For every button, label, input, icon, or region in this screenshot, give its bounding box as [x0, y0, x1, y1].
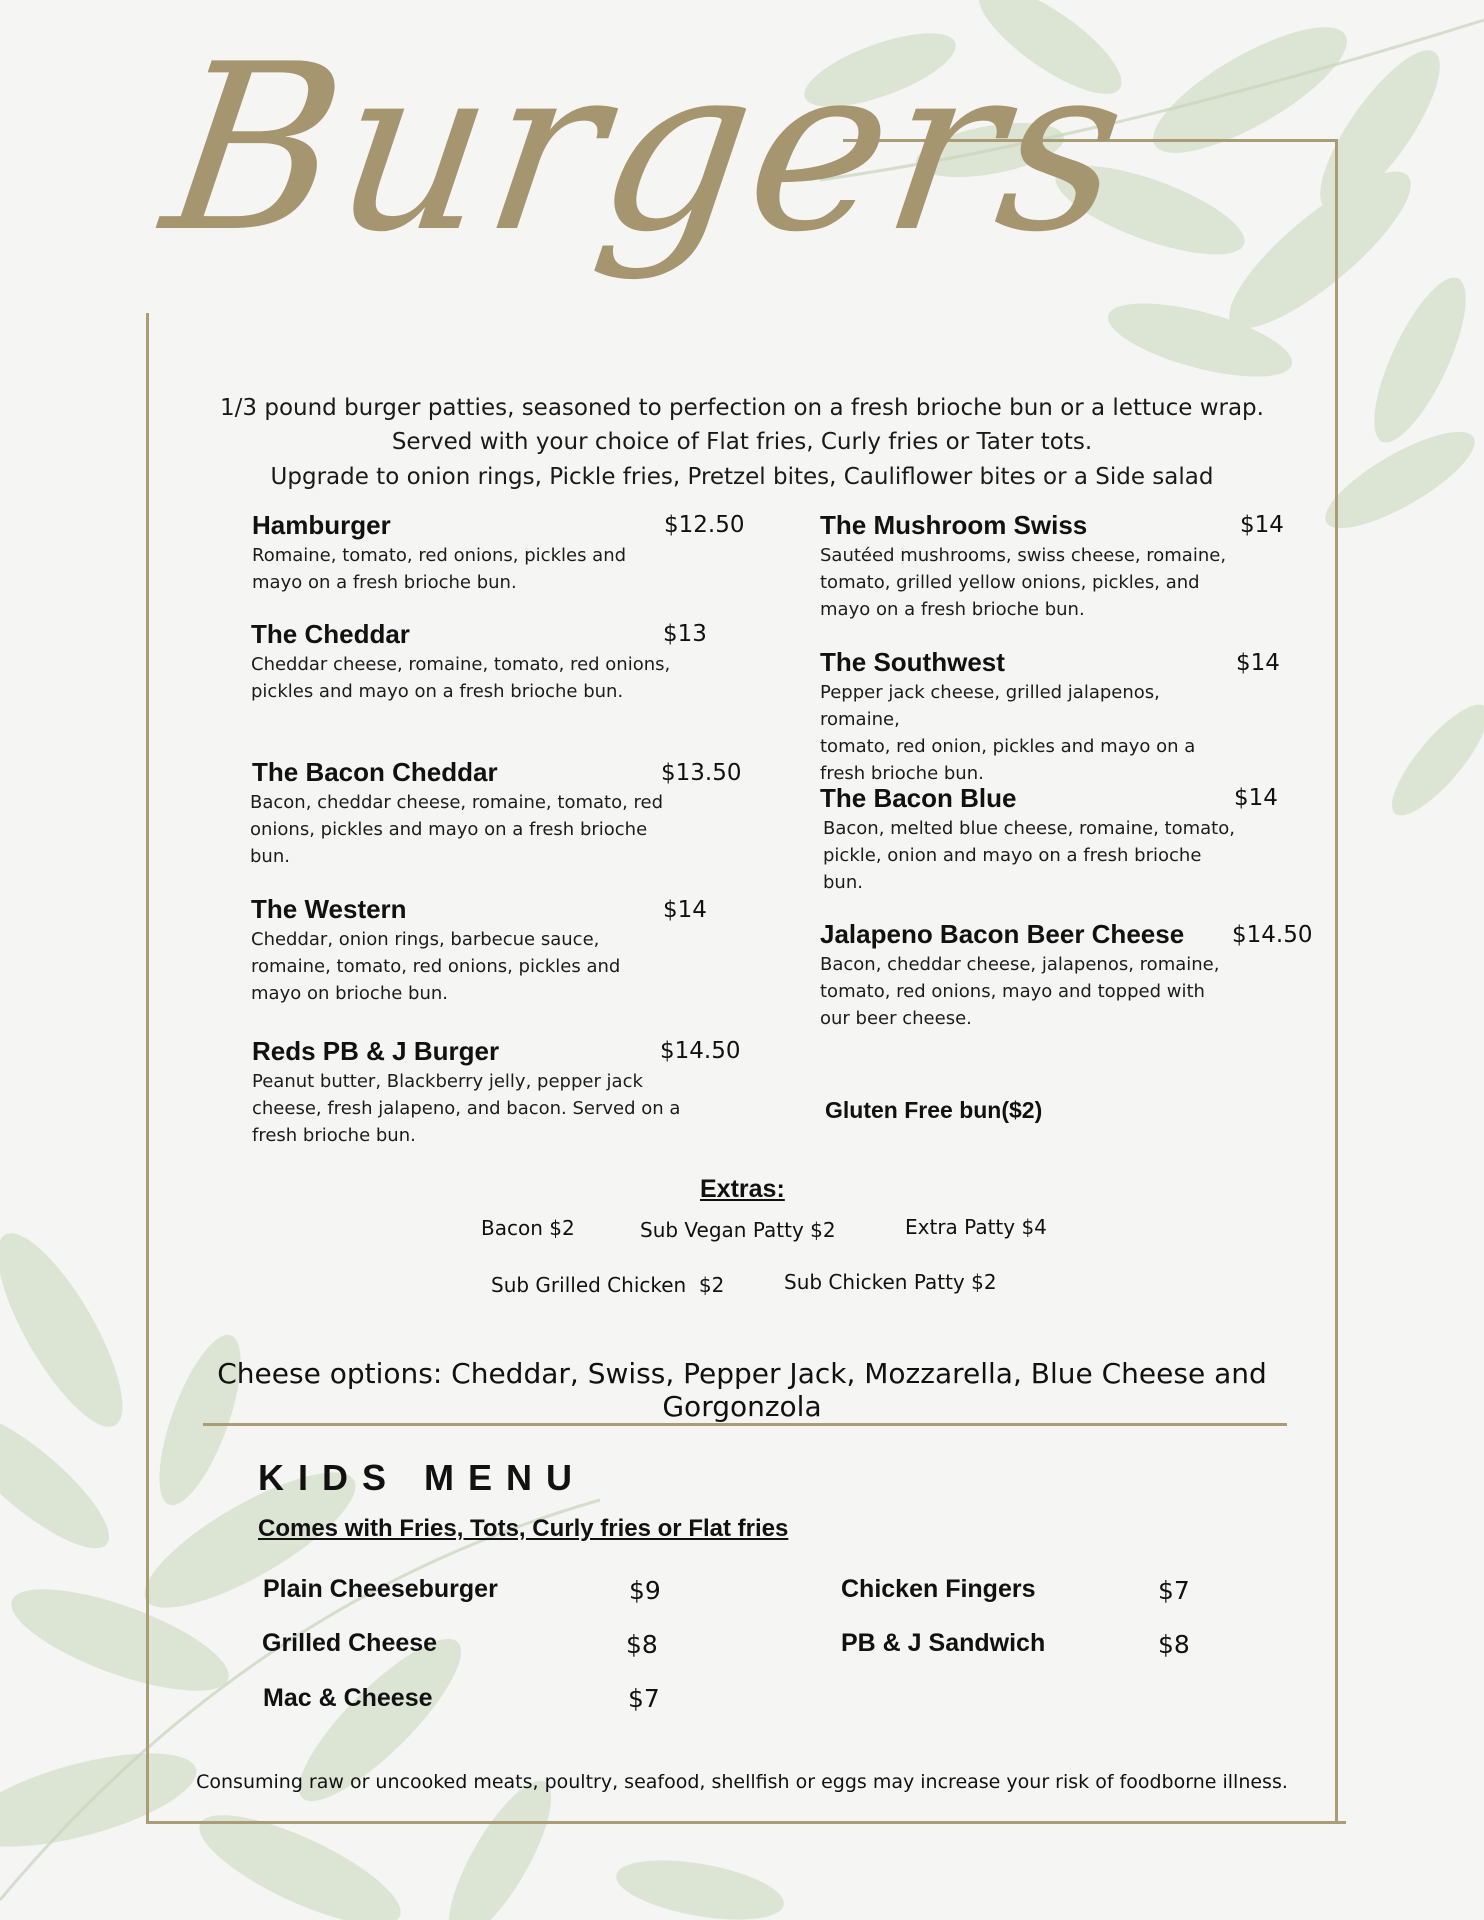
- intro-line-3: Upgrade to onion rings, Pickle fries, Pretzel bites, Cauliflower bites or a Side salad: [270, 464, 1214, 490]
- item-price: $14: [1236, 650, 1280, 676]
- kids-menu-subheading: Comes with Fries, Tots, Curly fries or Flat fries: [258, 1515, 789, 1542]
- item-name: The Southwest: [820, 647, 1005, 677]
- extra-item: Extra Patty $4: [905, 1215, 1047, 1239]
- menu-item-southwest: [820, 646, 1240, 787]
- item-description: Sautéed mushrooms, swiss cheese, romaine, tomato, grilled yellow onions, pickles, and mayo on a fresh brioche bun.: [820, 545, 1227, 620]
- item-description: Cheddar cheese, romaine, tomato, red onions, pickles and mayo on a fresh brioche bun.: [251, 654, 671, 702]
- extra-item: Sub Grilled Chicken $2: [491, 1273, 725, 1297]
- menu-item-cheddar: [251, 618, 671, 705]
- item-name: The Western: [251, 894, 407, 924]
- kids-item-price: $8: [1158, 1630, 1190, 1659]
- kids-item-price: $8: [626, 1630, 658, 1659]
- item-description: Cheddar, onion rings, barbecue sauce, romaine, tomato, red onions, pickles and mayo on brioche bun.: [251, 929, 621, 1004]
- gluten-free-note: Gluten Free bun($2): [825, 1097, 1043, 1123]
- item-price: $14.50: [1232, 922, 1313, 948]
- item-description: Bacon, cheddar cheese, jalapenos, romaine, tomato, red onions, mayo and topped with our beer cheese.: [820, 954, 1220, 1029]
- item-price: $13.50: [661, 760, 742, 786]
- page-title: Burgers: [151, 16, 1142, 283]
- item-name: Jalapeno Bacon Beer Cheese: [820, 919, 1185, 949]
- kids-item-name: Chicken Fingers: [841, 1575, 1036, 1603]
- item-price: $12.50: [664, 512, 745, 538]
- intro-line-1: 1/3 pound burger patties, seasoned to perfection on a fresh brioche bun or a lettuce wrap.: [220, 395, 1264, 421]
- menu-item-mushroom-swiss: [820, 509, 1240, 623]
- item-name: Reds PB & J Burger: [252, 1036, 500, 1066]
- extra-item: Bacon $2: [481, 1216, 575, 1240]
- item-price: $14: [1240, 512, 1284, 538]
- item-name: The Mushroom Swiss: [820, 510, 1088, 540]
- item-price: $14: [663, 897, 707, 923]
- item-name: The Cheddar: [251, 619, 410, 649]
- menu-item-jalapeno-bacon-beer-cheese: [820, 918, 1240, 1032]
- kids-item-price: $9: [629, 1576, 661, 1605]
- menu-item-western: [251, 893, 671, 1007]
- intro-line-2: Served with your choice of Flat fries, Curly fries or Tater tots.: [391, 429, 1093, 455]
- menu-item-reds-pb-j: [252, 1035, 682, 1149]
- kids-item-name: Plain Cheeseburger: [263, 1575, 498, 1603]
- section-divider: [203, 1423, 1287, 1426]
- cheese-options: Cheese options: Cheddar, Swiss, Pepper Jack, Mozzarella, Blue Cheese and Gorgonzola: [217, 1357, 1267, 1423]
- item-description: Pepper jack cheese, grilled jalapenos, romaine, tomato, red onion, pickles and mayo on a fresh brioche bun.: [820, 682, 1196, 784]
- extra-item: Sub Chicken Patty $2: [784, 1270, 997, 1294]
- frame-bottom: [146, 1821, 1346, 1824]
- kids-item-price: $7: [1158, 1576, 1190, 1605]
- kids-item-price: $7: [628, 1684, 660, 1713]
- kids-menu-heading: KIDS MENU: [258, 1457, 587, 1498]
- kids-item-name: Grilled Cheese: [262, 1629, 438, 1657]
- item-name: The Bacon Cheddar: [252, 757, 498, 787]
- item-name: Hamburger: [252, 510, 391, 540]
- item-description: Romaine, tomato, red onions, pickles and mayo on a fresh brioche bun.: [252, 545, 627, 593]
- foodborne-disclaimer: Consuming raw or uncooked meats, poultry, seafood, shellfish or eggs may increase your risk of foodborne illness.: [196, 1771, 1288, 1793]
- item-description: Bacon, cheddar cheese, romaine, tomato, red onions, pickles and mayo on a fresh brioche bun.: [250, 792, 664, 867]
- frame-right: [1335, 139, 1338, 1824]
- kids-item-name: PB & J Sandwich: [841, 1629, 1046, 1657]
- item-price: $14.50: [660, 1038, 741, 1064]
- menu-item-bacon-cheddar: [252, 756, 672, 870]
- extras-heading: Extras:: [700, 1175, 785, 1203]
- menu-item-hamburger: [252, 509, 672, 596]
- item-price: $14: [1234, 785, 1278, 811]
- item-name: The Bacon Blue: [820, 783, 1017, 813]
- extra-item: Sub Vegan Patty $2: [640, 1218, 836, 1242]
- item-description: Bacon, melted blue cheese, romaine, tomato, pickle, onion and mayo on a fresh brioche bun.: [823, 818, 1235, 893]
- item-description: Peanut butter, Blackberry jelly, pepper jack cheese, fresh jalapeno, and bacon. Served on a fresh brioche bun.: [252, 1071, 681, 1146]
- menu-item-bacon-blue: [820, 782, 1240, 896]
- item-price: $13: [663, 621, 707, 647]
- frame-left: [146, 313, 149, 1824]
- kids-item-name: Mac & Cheese: [263, 1684, 433, 1712]
